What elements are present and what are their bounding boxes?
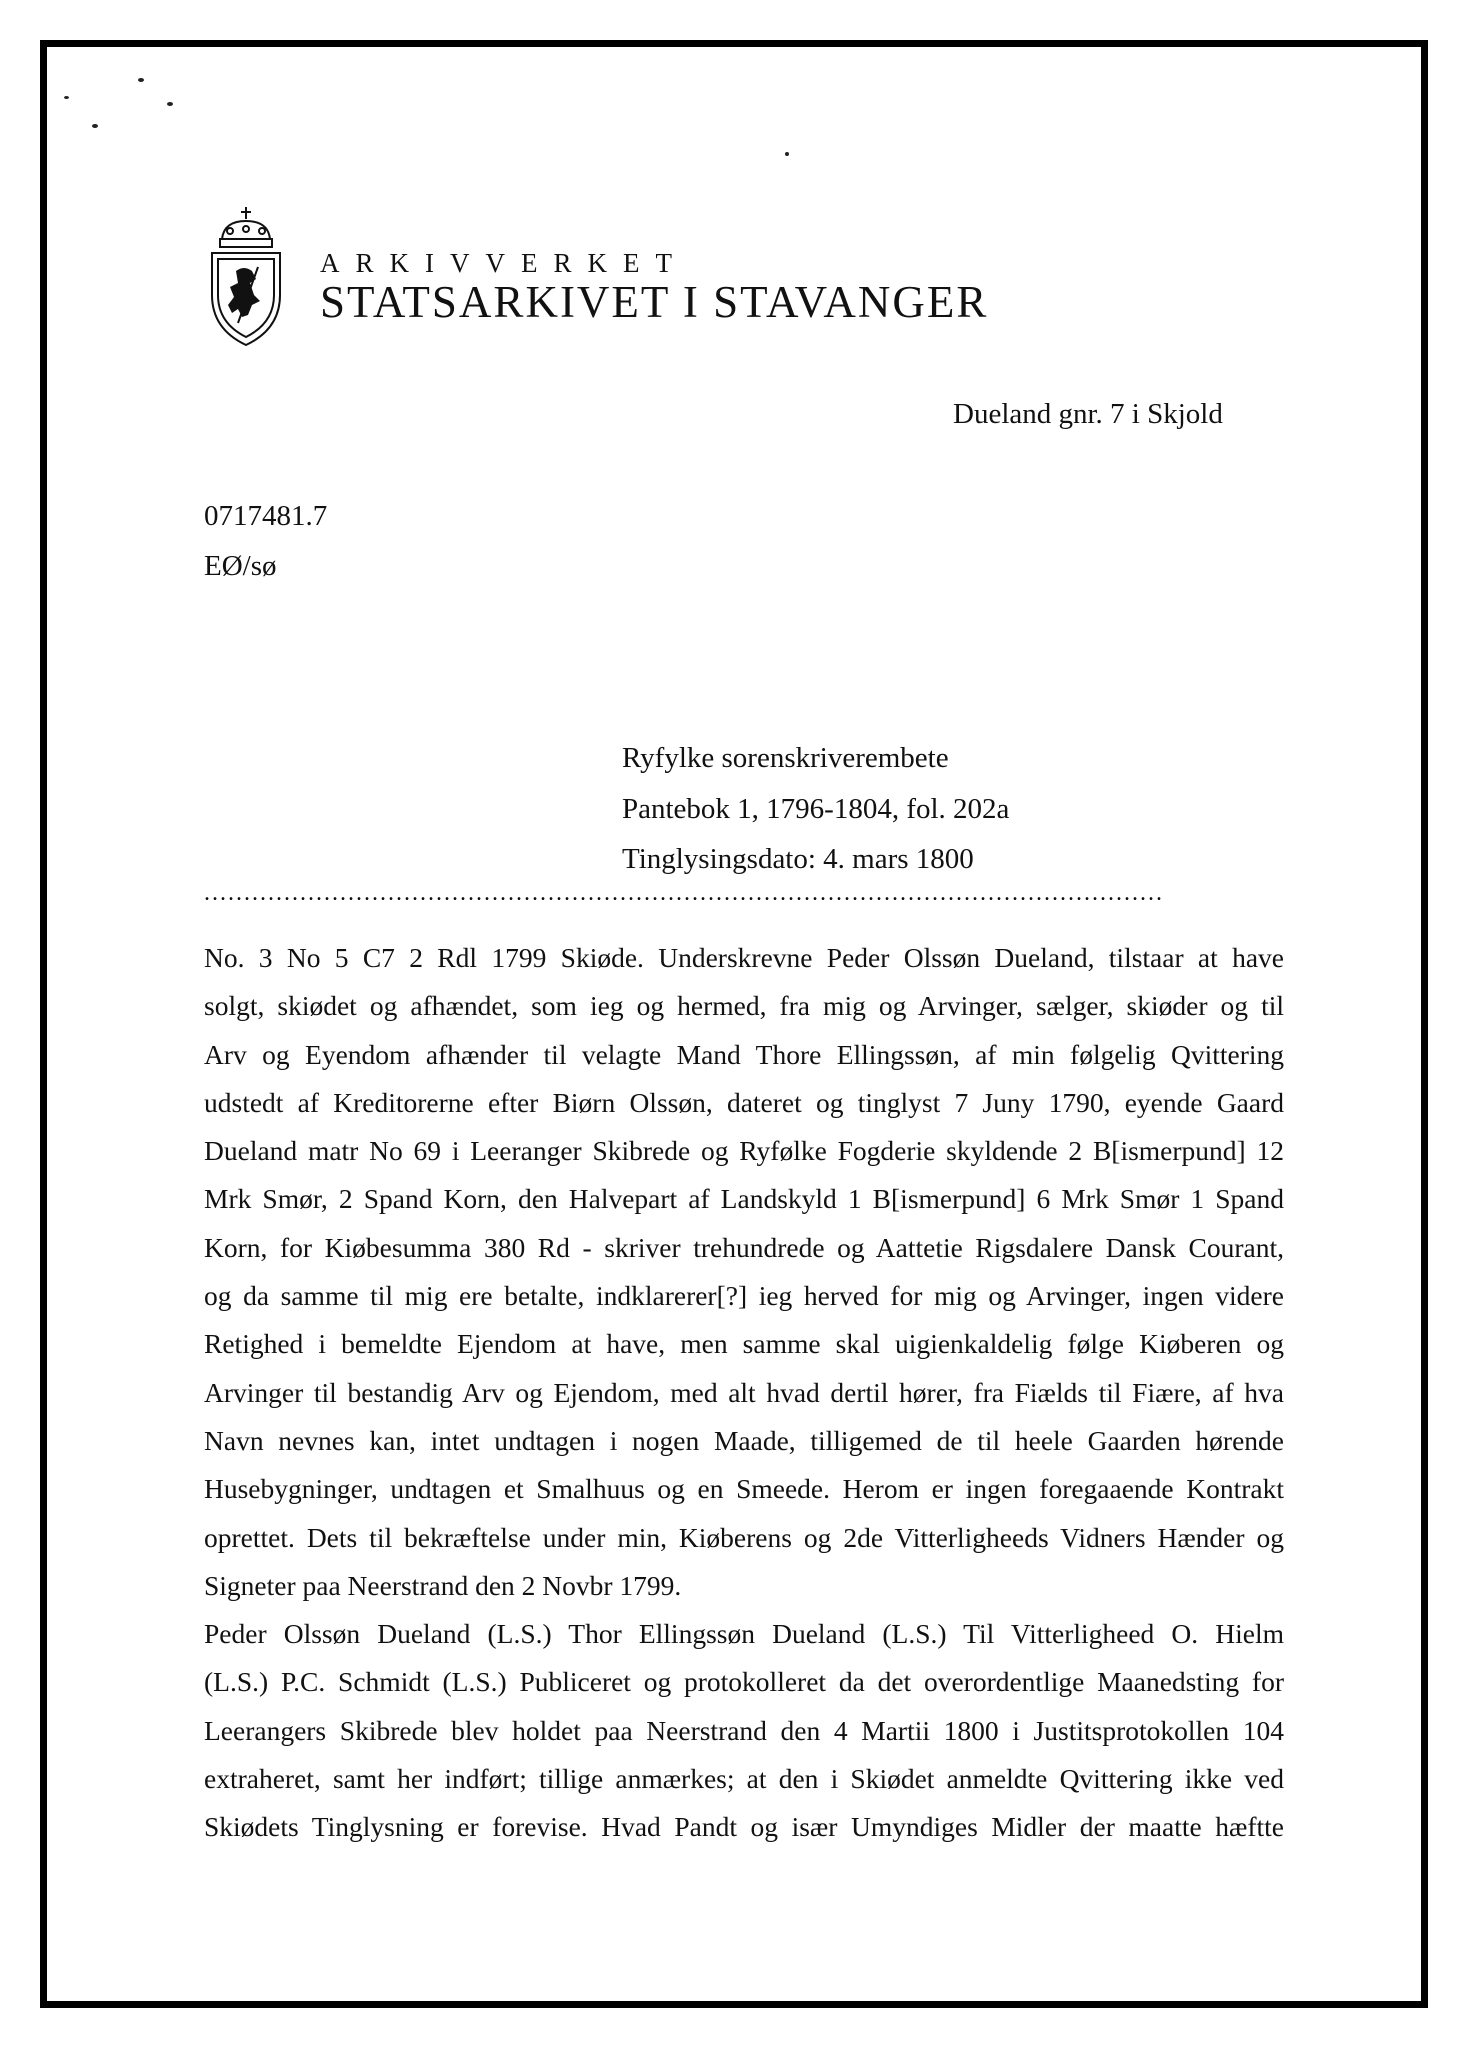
transcript-line: Arvinger til bestandig Arv og Ejendom, med alt hvad dertil hører, fra Fiælds til Fiære, af hva: [204, 1376, 1284, 1408]
transcript-line: extraheret, samt her indført; tillige anmærkes; at den i Skiødet anmeldte Qvittering ikke ved: [204, 1763, 1284, 1795]
transcript-line: No. 3 No 5 C7 2 Rdl 1799 Skiøde. Underskrevne Peder Olssøn Dueland, tilstaar at have: [204, 942, 1284, 973]
scan-speck: [785, 152, 789, 156]
archive-name-large: STATSARKIVET I STAVANGER: [320, 277, 989, 327]
author-initials: EØ/sø: [204, 550, 277, 582]
transcript-line: solgt, skiødet og afhændet, som ieg og hermed, fra mig og Arvinger, sælger, skiøder og til: [204, 990, 1284, 1022]
property-reference: Dueland gnr. 7 i Skjold: [953, 398, 1223, 430]
transcript-line: og da samme til mig ere betalte, indklarerer[?] ieg herved for mig og Arvinger, ingen videre: [204, 1280, 1284, 1312]
source-book: Pantebok 1, 1796-1804, fol. 202a: [622, 793, 1010, 825]
scan-speck: [167, 102, 173, 106]
archive-name-small: ARKIVVERKET: [320, 248, 688, 278]
transcript-line: (L.S.) P.C. Schmidt (L.S.) Publiceret og protokolleret da det overordentlige Maanedsting for: [204, 1666, 1284, 1698]
scan-speck: [92, 124, 98, 128]
transcript-line: Retighed i bemeldte Ejendom at have, men samme skal uigienkaldelig følge Kiøberen og: [204, 1328, 1284, 1360]
transcript-line: Korn, for Kiøbesumma 380 Rd - skriver trehundrede og Aattetie Rigsdalere Dansk Courant,: [204, 1231, 1284, 1263]
dotted-separator: ........................................................................................................................: [204, 886, 1164, 900]
transcript-line: Navn nevnes kan, intet undtagen i nogen Maade, tilligemed de til heele Gaarden hørende: [204, 1424, 1284, 1456]
transcript-line: oprettet. Dets til bekræftelse under min, Kiøberens og 2de Vitterligheeds Vidners Hænder og: [204, 1521, 1284, 1553]
case-number: 0717481.7: [204, 500, 328, 532]
scan-speck: [138, 78, 144, 82]
transcription-body: [204, 934, 1284, 1852]
transcript-line: Signeter paa Neerstrand den 2 Novbr 1799.: [204, 1569, 682, 1601]
transcript-line: Skiødets Tinglysning er forevise. Hvad Pandt og især Umyndiges Midler der maatte hæftte: [204, 1811, 1284, 1843]
registration-date: Tinglysingsdato: 4. mars 1800: [622, 843, 974, 875]
transcript-line: udstedt af Kreditorerne efter Biørn Olssøn, dateret og tinglyst 7 Juny 1790, eyende Gaard: [204, 1086, 1284, 1118]
transcript-line: Arv og Eyendom afhænder til velagte Mand Thore Ellingssøn, af min følgelig Qvittering: [204, 1038, 1284, 1070]
transcript-line: Husebygninger, undtagen et Smalhuus og en Smeede. Herom er ingen foregaaende Kontrakt: [204, 1473, 1284, 1505]
source-office: Ryfylke sorenskriverembete: [622, 742, 949, 774]
coat-of-arms-icon: [208, 205, 284, 347]
transcript-line: Dueland matr No 69 i Leeranger Skibrede og Ryfølke Fogderie skyldende 2 B[ismerpund] 12: [204, 1135, 1284, 1167]
transcript-line: Mrk Smør, 2 Spand Korn, den Halvepart af Landskyld 1 B[ismerpund] 6 Mrk Smør 1 Spand: [204, 1183, 1284, 1215]
transcript-line: Leerangers Skibrede blev holdet paa Neerstrand den 4 Martii 1800 i Justitsprotokollen 104: [204, 1714, 1284, 1746]
scan-speck: [64, 96, 69, 99]
transcript-line: Peder Olssøn Dueland (L.S.) Thor Ellingssøn Dueland (L.S.) Til Vitterligheed O. Hielm: [204, 1618, 1284, 1650]
